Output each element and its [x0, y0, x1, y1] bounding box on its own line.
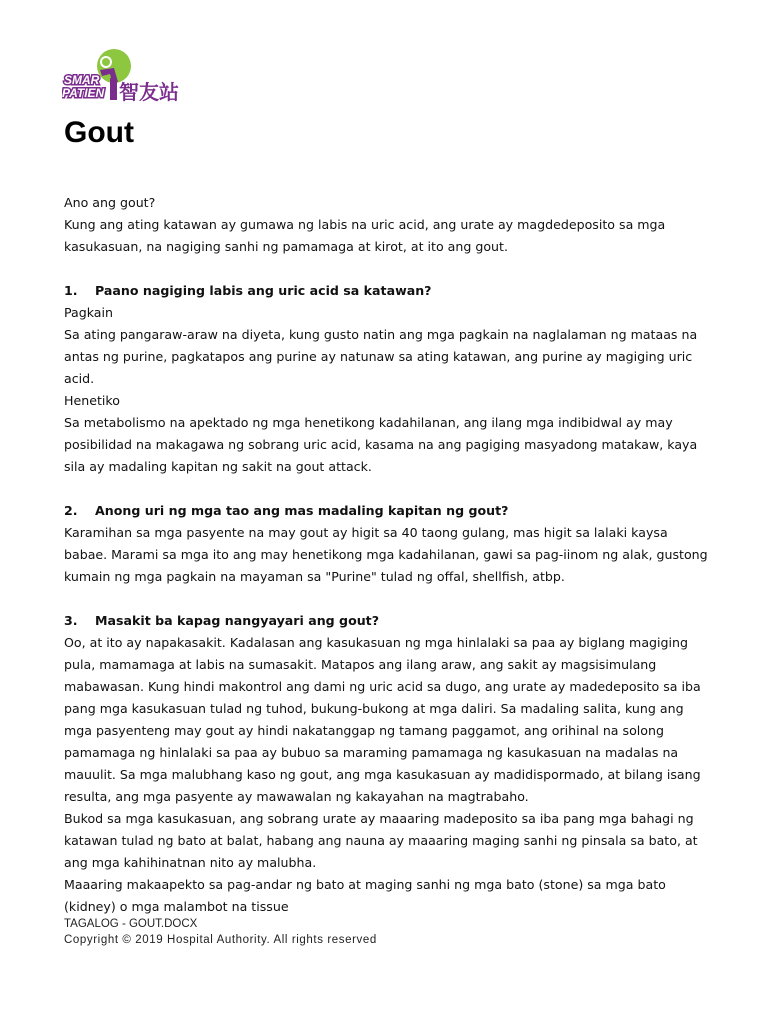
page-title: Gout — [64, 116, 134, 149]
logo-text-1: SMAR — [64, 73, 100, 87]
section-2-title: Anong uri ng mga tao ang mas madaling kapitan ng gout? — [95, 503, 509, 518]
section-1-para-2: Sa metabolismo na apektado ng mga henetikong kadahilanan, ang ilang mga indibidwal ay may posibilidad na makagawa ng sobrang uric acid, kasama na ang pagiging masyadong matakaw, kaya sila ay madaling kapitan ng sakit na gout attack. — [64, 415, 698, 474]
intro-text: Kung ang ating katawan ay gumawa ng labis na uric acid, ang urate ay magdedeposito sa mga kasukasuan, na nagiging sanhi ng pamamaga at kirot, at ito ang gout. — [64, 217, 666, 254]
section-3-title: Masakit ba kapag nangyayari ang gout? — [95, 613, 380, 628]
logo-graphic — [62, 48, 186, 104]
page-footer — [64, 916, 377, 948]
logo-chinese-text: 智友站 — [119, 80, 179, 104]
section-2-para-1: Karamihan sa mga pasyente na may gout ay higit sa 40 taong gulang, mas higit sa lalaki kaysa babae. Marami sa mga ito ang may henetikong mga kadahilanan, gawi sa pag-iinom ng alak, gustong kumain ng mga pagkain na mayaman sa "Purine" tulad ng offal, shellfish, atbp. — [64, 525, 708, 584]
section-3-para-2: Bukod sa mga kasukasuan, ang sobrang urate ay maaaring madeposito sa iba pang mga bahagi ng katawan tulad ng bato at balat, habang ang nauna ay maaaring maging sanhi ng pinsala sa bato, at ang mga kahihinatnan nito ay malubha. — [64, 811, 698, 870]
logo-text-2: PATIEN — [62, 86, 105, 100]
section-3-para-1: Oo, at ito ay napakasakit. Kadalasan ang kasukasuan ng mga hinlalaki sa paa ay biglang magiging pula, mamamaga at labis na sumasakit. Matapos ang ilang araw, ang sakit ay magsisimulang mabawasan. Kung hindi makontrol ang dami ng uric acid sa dugo, ang urate ay madedeposito sa iba pang mga kasukasuan tulad ng tuhod, bukung-bukong at mga daliri. Sa madaling salita, kung ang mga pasyenteng may gout ay hindi nakatanggap ng tamang paggamot, ang orihinal na solong pamamaga ng hinlalaki sa paa ay bubuo sa maraming pamamaga ng kasukasuan na madalas na mauulit. Sa mga malubhang kaso ng gout, ang mga kasukasuan ay madidispormado, at bilang isang resulta, ang mga pasyente ay mawawalan ng kakayahan na magtrabaho. — [64, 635, 701, 804]
section-1-sub-2: Henetiko — [64, 393, 120, 408]
section-1-title: Paano nagiging labis ang uric acid sa katawan? — [95, 283, 432, 298]
footer-copyright: Copyright © 2019 Hospital Authority. All rights reserved — [64, 934, 377, 946]
intro-question: Ano ang gout? — [64, 195, 156, 210]
section-2-heading — [64, 500, 714, 522]
section-3-para-3: Maaaring makaapekto sa pag-andar ng bato at maging sanhi ng mga bato (stone) sa mga bato (kidney) o mga malambot na tissue — [64, 877, 666, 914]
section-2-number: 2. — [64, 503, 78, 518]
footer-doc-name: TAGALOG - GOUT.DOCX — [64, 918, 198, 930]
section-1-para-1: Sa ating pangaraw-araw na diyeta, kung gusto natin ang mga pagkain na naglalaman ng mataas na antas ng purine, pagkatapos ang purine ay natunaw sa ating katawan, ang purine ay magiging uric acid. — [64, 327, 698, 386]
smart-patient-logo — [62, 48, 186, 104]
section-1-sub-1: Pagkain — [64, 305, 114, 320]
section-3-heading — [64, 610, 714, 632]
section-1-number: 1. — [64, 283, 78, 298]
section-3-number: 3. — [64, 613, 78, 628]
document-body — [64, 192, 714, 918]
section-1-heading — [64, 280, 714, 302]
